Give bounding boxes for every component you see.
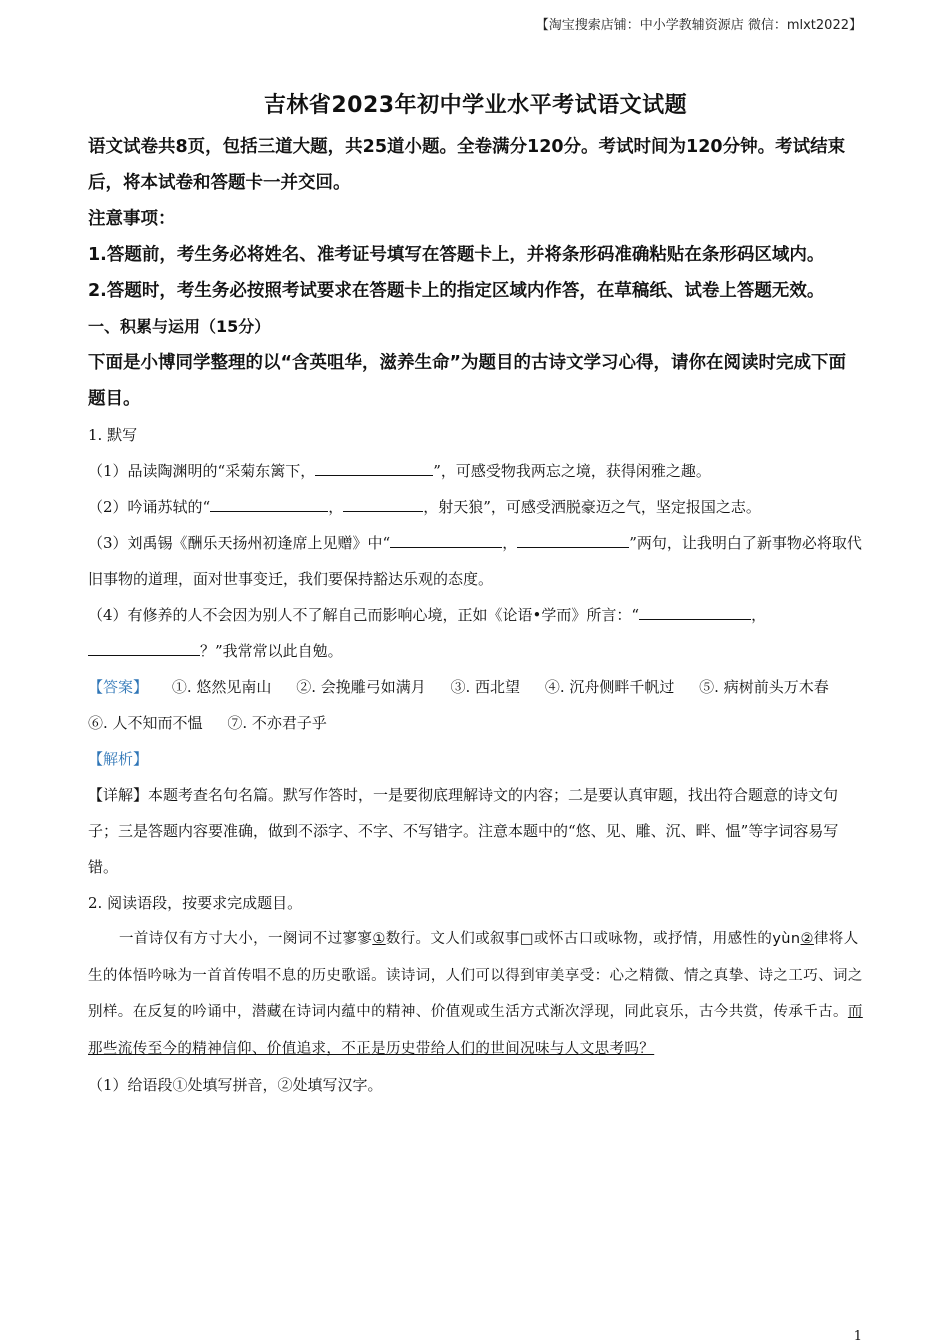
page-title: 吉林省2023年初中学业水平考试语文试题 [263, 93, 688, 118]
question-1-title: 1. 默写 [88, 426, 138, 444]
answer-blank [88, 640, 200, 656]
answer-item: ①. 悠然见南山 [171, 678, 272, 696]
q2-sub-question-1: （1）给语段①处填写拼音，②处填写汉字。 [88, 1076, 383, 1094]
answer-item: ⑥. 人不知而不愠 [88, 714, 203, 732]
answer-blank [210, 496, 328, 512]
answer-item: ④. 沉舟侧畔千帆过 [544, 678, 675, 696]
notice-item-1: 1.答题前，考生务必将姓名、准考证号填写在答题卡上，并将条形码准确粘贴在条形码区域内。 [88, 245, 825, 265]
exam-intro: 语文试卷共8页，包括三道大题，共25道小题。全卷满分120分。考试时间为120分钟。考试结束后，将本试卷和答题卡一并交回。 [88, 137, 846, 193]
answer-item: ⑤. 病树前头万木春 [699, 678, 829, 696]
page-header: 【淘宝搜索店铺：中小学教辅资源店 微信：mlxt2022】 [535, 18, 862, 33]
answer-blank [639, 604, 751, 620]
q1-item-4: （4）有修养的人不会因为别人不了解自己而影响心境，正如《论语•学而》所言：“ ，？”我常常以此自勉。 [88, 606, 767, 660]
answer-item: ⑦. 不亦君子乎 [227, 714, 327, 732]
detail-text: 【详解】本题考查名句名篇。默写作答时，一是要彻底理解诗文的内容；二是要认真审题，找出符合题意的诗文句子；三是答题内容要准确，做到不添字、不字、不写错字。注意本题中的“悠、见、雕、沉、畔、愠”等字词容易写错。 [88, 786, 839, 876]
answer-blank [390, 532, 502, 548]
section-heading: 一、积累与运用（15分） [88, 317, 271, 336]
answer-item: ③. 西北望 [450, 678, 521, 696]
analysis-tag-line [88, 741, 863, 777]
answer-blank [343, 496, 423, 512]
answer-item: ②. 会挽雕弓如满月 [296, 678, 426, 696]
answer-blank [517, 532, 629, 548]
blank-marker-1: ① [372, 931, 386, 947]
notice-title: 注意事项： [88, 209, 176, 229]
q1-item-1: （1）品读陶渊明的“采菊东篱下， ”，可感受物我两忘之境，获得闲雅之趣。 [88, 462, 711, 480]
detail-tag: 【详解】 [88, 786, 149, 804]
document-body [88, 88, 863, 1103]
answer-tag: 【答案】 [88, 678, 149, 696]
task-intro: 下面是小博同学整理的以“含英咀华，滋养生命”为题目的古诗文学习心得，请你在阅读时完成下面题目。 [88, 353, 846, 409]
answer-block [88, 669, 863, 741]
q1-item-3: （3）刘禹锡《酬乐天扬州初逢席上见赠》中“ ， ”两句，让我明白了新事物必将取代旧事物的道理，面对世事变迁，我们要保持豁达乐观的态度。 [88, 534, 862, 588]
q1-item-2: （2）吟诵苏轼的“ ， ，射天狼”，可感受洒脱豪迈之气，坚定报国之志。 [88, 498, 761, 516]
analysis-tag: 【解析】 [88, 750, 149, 768]
question-2-title: 2. 阅读语段，按要求完成题目。 [88, 894, 303, 912]
notice-item-2: 2.答题时，考生务必按照考试要求在答题卡上的指定区域内作答，在草稿纸、试卷上答题无效。 [88, 281, 825, 301]
underlined-sentence: 而那些流传至今的精神信仰、价值追求，不正是历史带给人们的世间况味与人文思考吗？ [88, 1004, 863, 1057]
answer-blank [315, 460, 433, 476]
blank-marker-2: ② [800, 931, 814, 947]
pinyin: yùn [772, 931, 801, 947]
page-number: 1 [853, 1329, 862, 1344]
reading-passage: 一首诗仅有方寸大小，一阕词不过寥寥①数行。文人们或叙事□或怀古口或咏物，或抒情，用感性的yùn②律将人生的体悟吟咏为一首首传唱不息的历史歌谣。读诗词，人们可以得到审美享受：心之精微、情之真挚、诗之工巧、词之别样。在反复的吟诵中，潜藏在诗词内蕴中的精神、价值观或生活方式渐次浮现，同此哀乐，古今共赏，传承千古。而那些流传至今的精神信仰、价值追求，不正是历史带给人们的世间况味与人文思考吗？ [88, 931, 863, 1057]
